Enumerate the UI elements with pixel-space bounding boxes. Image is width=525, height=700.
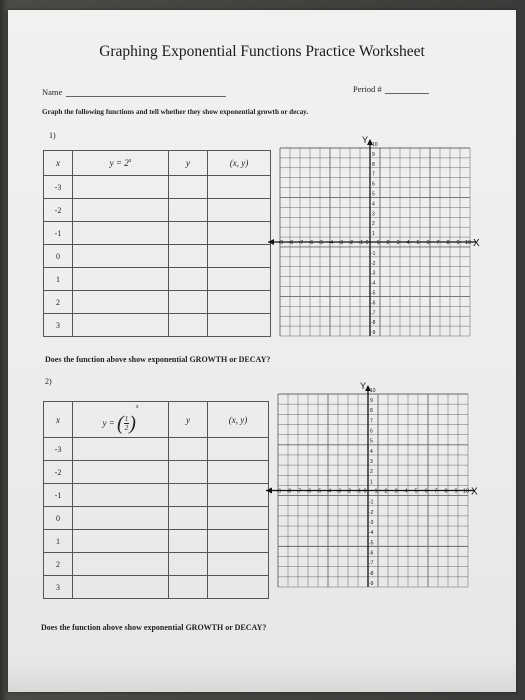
pair-cell[interactable] <box>208 291 271 314</box>
function-exponent: x <box>135 403 139 410</box>
table-row <box>44 461 269 484</box>
origin-label: 0 <box>365 240 369 246</box>
y-cell[interactable] <box>169 438 208 461</box>
table-row <box>44 576 269 599</box>
col-header-pair: (x, y) <box>208 402 269 438</box>
y-cell[interactable] <box>169 461 208 484</box>
x-tick-label: 8 <box>446 240 450 246</box>
y-tick-label: 4 <box>372 201 375 208</box>
col-header-x: x <box>44 402 73 438</box>
y-tick-label: 1 <box>372 231 375 238</box>
table-row <box>44 176 271 199</box>
col-header-function <box>73 402 169 438</box>
function-cell[interactable] <box>73 291 169 314</box>
y-tick-label: -3 <box>369 519 374 526</box>
y-tick-label: 7 <box>370 418 373 425</box>
function-cell[interactable] <box>73 245 169 268</box>
col-header-y: y <box>169 151 208 176</box>
y-tick-label: -9 <box>369 580 374 587</box>
y-tick-label: -5 <box>371 290 376 297</box>
pair-cell[interactable] <box>208 222 271 245</box>
page-shadow <box>8 660 516 692</box>
problem-2-number: 2) <box>45 377 52 386</box>
period-label: Period # <box>353 84 382 94</box>
table-row <box>44 199 271 222</box>
x-tick-label: -9 <box>278 240 284 246</box>
x-tick-label: 7 <box>434 488 438 495</box>
problem-2-table <box>43 401 269 599</box>
x-value-cell: 1 <box>44 268 73 291</box>
table-row <box>44 245 271 268</box>
y-tick-label: 10 <box>370 387 376 394</box>
x-value-cell: -1 <box>44 484 73 507</box>
y-tick-label: -1 <box>369 499 374 506</box>
problem-1-question: Does the function above show exponential GROWTH or DECAY? <box>45 355 271 364</box>
worksheet-title: Graphing Exponential Functions Practice Worksheet <box>99 43 425 60</box>
pair-cell[interactable] <box>208 176 271 199</box>
y-tick-label: -6 <box>371 300 376 307</box>
function-cell[interactable] <box>73 438 169 461</box>
name-blank-line <box>66 96 226 97</box>
y-cell[interactable] <box>169 484 208 507</box>
function-cell[interactable] <box>73 553 169 576</box>
name-field <box>42 87 226 97</box>
x-axis-label: X <box>473 238 480 249</box>
x-value-cell: 3 <box>44 576 73 599</box>
y-tick-label: 8 <box>370 408 373 415</box>
x-tick-label: -6 <box>308 240 314 246</box>
y-tick-label: -9 <box>371 330 376 337</box>
function-cell[interactable] <box>73 530 169 553</box>
x-tick-label: 10 <box>462 488 470 495</box>
y-cell[interactable] <box>169 314 208 337</box>
problem-1-number: 1) <box>49 131 56 140</box>
fraction-numerator: 1 <box>124 415 129 424</box>
x-tick-label: 3 <box>394 488 398 495</box>
x-tick-label: -8 <box>286 488 292 495</box>
y-axis-label: Y <box>360 381 367 391</box>
x-value-cell: -3 <box>44 438 73 461</box>
y-cell[interactable] <box>169 507 208 530</box>
x-value-cell: -1 <box>44 222 73 245</box>
x-tick-label: -2 <box>346 488 352 495</box>
y-cell[interactable] <box>169 222 208 245</box>
y-tick-label: -8 <box>369 570 374 577</box>
y-tick-label: 3 <box>372 211 375 218</box>
function-cell[interactable] <box>73 222 169 245</box>
x-tick-label: 2 <box>384 488 388 495</box>
y-tick-label: -2 <box>371 260 376 267</box>
y-cell[interactable] <box>169 268 208 291</box>
y-tick-label: 4 <box>370 448 373 455</box>
y-tick-label: 6 <box>372 181 375 188</box>
function-cell[interactable] <box>73 576 169 599</box>
x-tick-label: -6 <box>306 488 312 495</box>
x-tick-label: 1 <box>374 488 378 495</box>
y-tick-label: 1 <box>370 479 373 486</box>
col-header-function <box>73 151 169 176</box>
right-paren: ) <box>129 412 136 435</box>
y-cell[interactable] <box>169 176 208 199</box>
period-blank-line <box>385 93 429 94</box>
x-tick-label: 5 <box>416 240 420 246</box>
pair-cell[interactable] <box>208 461 269 484</box>
function-cell[interactable] <box>73 484 169 507</box>
fraction-denominator: 2 <box>124 424 129 433</box>
instructions: Graph the following functions and tell whether they show exponential growth or decay. <box>42 108 309 116</box>
origin-label: 0 <box>363 488 367 495</box>
x-tick-label: 3 <box>396 240 400 246</box>
x-value-cell: 2 <box>44 291 73 314</box>
x-tick-label: 9 <box>456 240 460 246</box>
x-value-cell: 0 <box>44 245 73 268</box>
function-exponent: x <box>128 158 132 164</box>
pair-cell[interactable] <box>208 314 271 337</box>
y-cell[interactable] <box>169 291 208 314</box>
y-tick-label: 5 <box>372 191 375 198</box>
pair-cell[interactable] <box>208 576 269 599</box>
x-tick-label: 4 <box>406 240 410 246</box>
x-tick-label: 4 <box>404 488 408 495</box>
x-tick-label: -4 <box>326 488 332 495</box>
y-cell[interactable] <box>169 245 208 268</box>
col-header-x: x <box>44 151 73 176</box>
function-cell[interactable] <box>73 199 169 222</box>
y-cell[interactable] <box>169 576 208 599</box>
y-tick-label: 5 <box>370 438 373 445</box>
y-tick-label: -4 <box>371 280 376 287</box>
problem-2-coordinate-grid[interactable] <box>264 378 482 593</box>
x-value-cell: -2 <box>44 461 73 484</box>
pair-cell[interactable] <box>208 268 271 291</box>
problem-1-table <box>43 150 271 337</box>
x-value-cell: -3 <box>44 176 73 199</box>
y-tick-label: -6 <box>369 550 374 557</box>
y-tick-label: -5 <box>369 540 374 547</box>
y-cell[interactable] <box>169 199 208 222</box>
table-row <box>44 291 271 314</box>
x-tick-label: 1 <box>376 240 380 246</box>
y-tick-label: 7 <box>372 171 375 178</box>
y-tick-label: 2 <box>370 469 373 476</box>
x-value-cell: 2 <box>44 553 73 576</box>
y-tick-label: -4 <box>369 530 374 537</box>
function-cell[interactable] <box>73 461 169 484</box>
y-tick-label: -1 <box>371 250 376 257</box>
x-axis-label: X <box>471 486 478 498</box>
y-tick-label: -8 <box>371 320 376 327</box>
x-axis-left-arrow-icon <box>268 239 274 245</box>
y-tick-label: 9 <box>372 151 375 158</box>
y-tick-label: 9 <box>370 398 373 405</box>
col-header-y: y <box>169 402 208 438</box>
x-tick-label: 10 <box>464 240 472 246</box>
function-prefix: y = <box>102 417 115 428</box>
x-tick-label: -4 <box>328 240 334 246</box>
x-tick-label: 6 <box>426 240 430 246</box>
x-axis-left-arrow-icon <box>266 488 272 494</box>
x-tick-label: -2 <box>348 240 354 246</box>
x-value-cell: -2 <box>44 199 73 222</box>
table-row <box>44 507 269 530</box>
period-field <box>353 84 429 94</box>
x-value-cell: 0 <box>44 507 73 530</box>
y-cell[interactable] <box>169 553 208 576</box>
pair-cell[interactable] <box>208 507 269 530</box>
function-cell[interactable] <box>73 507 169 530</box>
x-tick-label: -7 <box>298 240 304 246</box>
x-tick-label: 9 <box>454 488 458 495</box>
x-tick-label: -8 <box>288 240 294 246</box>
pair-cell[interactable] <box>208 484 269 507</box>
table-row <box>44 484 269 507</box>
x-tick-label: 6 <box>424 488 428 495</box>
x-tick-label: 5 <box>414 488 418 495</box>
x-value-cell: 3 <box>44 314 73 337</box>
y-tick-label: 10 <box>372 142 378 149</box>
function-cell[interactable] <box>73 176 169 199</box>
y-axis-label: Y <box>362 135 369 145</box>
problem-1-coordinate-grid[interactable] <box>266 132 484 342</box>
function-cell[interactable] <box>73 268 169 291</box>
y-tick-label: 3 <box>370 459 373 466</box>
y-cell[interactable] <box>169 530 208 553</box>
y-tick-label: -7 <box>371 310 376 317</box>
table-row <box>44 553 269 576</box>
x-tick-label: -1 <box>358 240 364 246</box>
pair-cell[interactable] <box>208 553 269 576</box>
x-tick-label: -5 <box>318 240 324 246</box>
x-tick-label: -1 <box>356 488 362 495</box>
y-tick-label: -2 <box>369 509 374 516</box>
y-tick-label: -3 <box>371 270 376 277</box>
name-label: Name <box>42 87 63 97</box>
x-tick-label: -3 <box>338 240 344 246</box>
x-tick-label: 7 <box>436 240 440 246</box>
x-tick-label: 2 <box>386 240 390 246</box>
left-paren: ( <box>117 412 124 435</box>
table-row <box>44 530 269 553</box>
y-tick-label: 8 <box>372 161 375 168</box>
x-tick-label: -3 <box>336 488 342 495</box>
y-tick-label: 2 <box>372 221 375 228</box>
x-tick-label: -9 <box>276 488 282 495</box>
x-tick-label: -7 <box>296 488 302 495</box>
worksheet-page <box>8 10 516 692</box>
y-tick-label: -7 <box>369 560 374 567</box>
pair-cell[interactable] <box>208 245 271 268</box>
table-row <box>44 438 269 461</box>
function-cell[interactable] <box>73 314 169 337</box>
pair-cell[interactable] <box>208 530 269 553</box>
table-row <box>44 314 271 337</box>
table-row <box>44 222 271 245</box>
x-tick-label: -5 <box>316 488 322 495</box>
function-text: y = 2 <box>109 158 129 168</box>
col-header-pair: (x, y) <box>208 151 271 176</box>
table-row <box>44 268 271 291</box>
pair-cell[interactable] <box>208 438 269 461</box>
x-tick-label: 8 <box>444 488 448 495</box>
problem-2-question: Does the function above show exponential GROWTH or DECAY? <box>41 623 267 632</box>
x-value-cell: 1 <box>44 530 73 553</box>
y-tick-label: 6 <box>370 428 373 435</box>
pair-cell[interactable] <box>208 199 271 222</box>
